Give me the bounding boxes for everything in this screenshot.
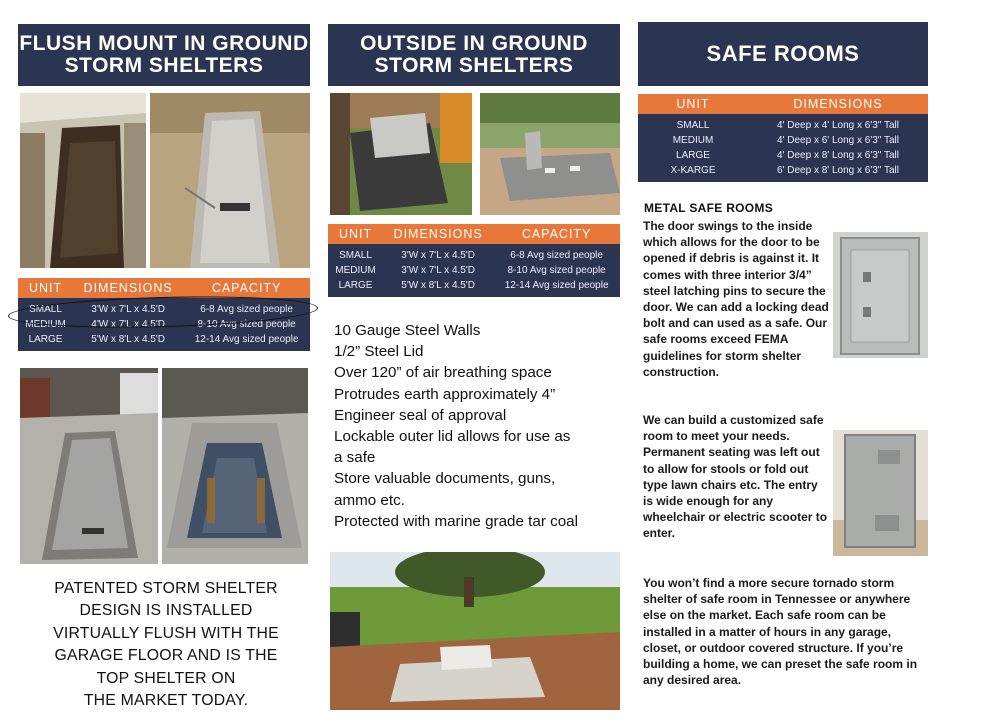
outside-row-large-unit: LARGE <box>328 278 383 297</box>
garage-closed-shelter-photo <box>20 368 158 564</box>
table-row <box>328 244 620 263</box>
safe-row-dim: 4' Deep x 6' Long x 6'3" Tall <box>748 133 928 148</box>
safe-room-door-paragraph: The door swings to the inside which allows for the door to be opened if debris is against it. It comes with three interior 3/4” steel latching pins to secure the door. We can add a locking dead bolt and can used as a safe. Our safe rooms exceed FEMA guidelines for storm shelter construction. <box>643 219 829 379</box>
flush-row-medium-cap: 8-10 Avg sized people <box>183 317 310 332</box>
safe-row-unit: SMALL <box>638 114 748 133</box>
safe-row-dim: 4' Deep x 8' Long x 6'3" Tall <box>748 148 928 163</box>
flush-row-large-unit: LARGE <box>18 332 73 351</box>
patented-line: THE MARKET TODAY. <box>83 692 249 710</box>
safe-room-exterior-photo <box>833 430 928 556</box>
feature-item: 10 Gauge Steel Walls <box>334 322 481 339</box>
flush-row-small-dim: 3'W x 7'L x 4.5'D <box>73 298 183 317</box>
flush-row-small-cap: 6-8 Avg sized people <box>183 298 310 317</box>
outside-header-unit: UNIT <box>328 224 383 244</box>
safe-row-dim: 4' Deep x 4' Long x 6'3" Tall <box>748 114 928 133</box>
patented-line: TOP SHELTER ON <box>96 669 236 687</box>
feature-item: Lockable outer lid allows for use as <box>334 428 571 446</box>
table-row <box>638 114 928 133</box>
table-row <box>18 332 310 351</box>
outside-row-large-cap: 12-14 Avg sized people <box>493 278 620 297</box>
table-row <box>18 298 310 317</box>
feature-item: Engineer seal of approval <box>334 406 507 424</box>
table-row <box>638 163 928 182</box>
outside-title-banner <box>328 24 620 86</box>
flush-title-line1: FLUSH MOUNT IN GROUND <box>19 31 309 55</box>
safe-title: SAFE ROOMS <box>706 41 860 67</box>
outside-row-medium-unit: MEDIUM <box>328 263 383 278</box>
outside-row-medium-dim: 3'W x 7'L x 4.5'D <box>383 263 493 278</box>
feature-item: Protrudes earth approximately 4” <box>334 385 556 403</box>
outside-install-photo <box>330 93 472 215</box>
flush-open-pit-photo <box>20 93 146 268</box>
patented-line: GARAGE FLOOR AND IS THE <box>54 647 278 665</box>
feature-item: Store valuable documents, guns, <box>334 470 556 488</box>
flush-header-capacity: CAPACITY <box>183 278 310 298</box>
patented-line: VIRTUALLY FLUSH WITH THE <box>53 624 279 642</box>
feature-item: ammo etc. <box>334 491 405 509</box>
safe-row-unit: LARGE <box>638 148 748 163</box>
flush-title-line2: STORM SHELTERS <box>64 54 264 77</box>
flush-row-large-dim: 5'W x 8'L x 4.5'D <box>73 332 183 351</box>
flush-title-banner <box>18 24 310 86</box>
outside-title-line2: STORM SHELTERS <box>374 54 574 77</box>
feature-item: 1/2” Steel Lid <box>334 343 424 361</box>
flush-spec-table <box>18 278 310 351</box>
flush-row-small-unit: SMALL <box>18 298 73 317</box>
outside-header-dimensions: DIMENSIONS <box>383 224 493 244</box>
flush-header-unit: UNIT <box>18 278 73 298</box>
yard-shelter-photo <box>330 552 620 710</box>
safe-spec-table <box>638 94 928 182</box>
outside-feature-list <box>334 320 624 532</box>
outside-header-capacity: CAPACITY <box>493 224 620 244</box>
outside-row-small-dim: 3'W x 7'L x 4.5'D <box>383 244 493 263</box>
flush-row-large-cap: 12-14 Avg sized people <box>183 332 310 351</box>
flush-row-medium-unit: MEDIUM <box>18 317 73 332</box>
outside-title-line1: OUTSIDE IN GROUND <box>360 31 588 55</box>
safe-room-door-photo <box>833 232 928 358</box>
safe-row-unit: MEDIUM <box>638 133 748 148</box>
outside-row-large-dim: 5'W x 8'L x 4.5'D <box>383 278 493 297</box>
outside-finished-photo <box>480 93 620 215</box>
patented-line: DESIGN IS INSTALLED <box>79 602 253 620</box>
table-row <box>328 263 620 278</box>
metal-safe-rooms-heading: METAL SAFE ROOMS <box>644 201 774 215</box>
secure-safe-room-paragraph: You won’t find a more secure tornado storm shelter of safe room in Tennessee or anywhere else on the market. Each safe room can be installed in a matter of hours in any garage, closet, or outdoor covered structure. If you’re building a home, we can preset the safe room in any desired area. <box>643 576 918 688</box>
table-row <box>638 133 928 148</box>
outside-spec-table <box>328 224 620 297</box>
custom-safe-room-paragraph: We can build a customized safe room to meet your needs. Permanent seating was left out to allow for stools or fold out type lawn chairs etc. The entry is wide enough for any wheelchair or electric scooter to enter. <box>643 413 828 541</box>
patented-statement <box>22 578 310 712</box>
table-row <box>638 148 928 163</box>
table-row <box>328 278 620 297</box>
feature-item: Protected with marine grade tar coal <box>334 512 578 530</box>
safe-header-dimensions: DIMENSIONS <box>748 94 928 114</box>
safe-row-dim: 6' Deep x 8' Long x 6'3" Tall <box>748 163 928 182</box>
outside-row-small-unit: SMALL <box>328 244 383 263</box>
patented-line: PATENTED STORM SHELTER <box>54 580 278 597</box>
feature-item: a safe <box>334 449 376 467</box>
safe-title-banner <box>638 22 928 86</box>
flush-closed-lid-photo <box>150 93 310 268</box>
safe-row-unit: X-KARGE <box>638 163 748 182</box>
flush-row-medium-dim: 4'W x 7'L x 4.5'D <box>73 317 183 332</box>
flush-header-dimensions: DIMENSIONS <box>73 278 183 298</box>
garage-open-shelter-photo <box>162 368 308 564</box>
outside-row-small-cap: 6-8 Avg sized people <box>493 244 620 263</box>
safe-header-unit: UNIT <box>638 94 748 114</box>
outside-row-medium-cap: 8-10 Avg sized people <box>493 263 620 278</box>
feature-item: Over 120” of air breathing space <box>334 364 552 382</box>
table-row <box>18 317 310 332</box>
